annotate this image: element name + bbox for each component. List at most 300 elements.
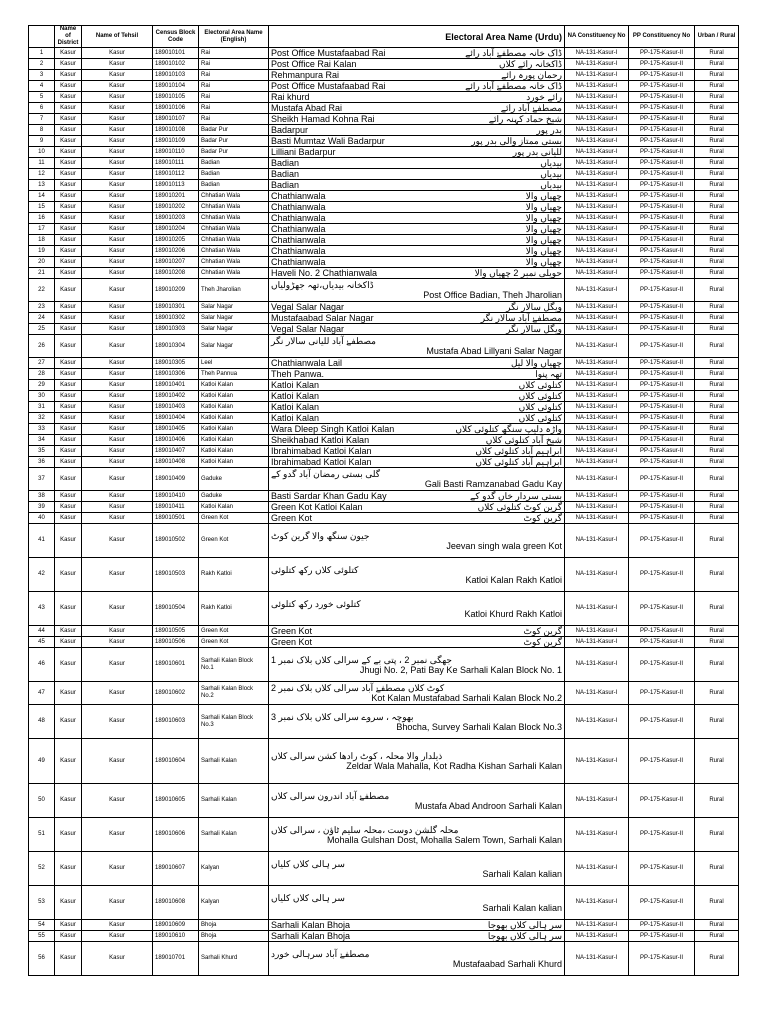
census-code-cell: 189010402 — [153, 391, 199, 402]
tehsil-cell: Kasur — [82, 246, 153, 257]
census-code-cell: 189010207 — [153, 257, 199, 268]
english-name-cell: Badar Pur — [199, 136, 269, 147]
census-code-cell: 189010403 — [153, 402, 199, 413]
area-name-line — [271, 125, 562, 135]
urdu-name-cell — [269, 324, 565, 335]
census-code-cell: 189010102 — [153, 59, 199, 70]
english-name-cell: Sarhali Kalan Block No.3 — [199, 705, 269, 739]
area-name-urdu: بدر پور — [536, 125, 562, 135]
tehsil-cell: Kasur — [82, 592, 153, 626]
area-name-roman: Green Kot — [271, 626, 313, 636]
tehsil-cell: Kasur — [82, 682, 153, 705]
urban-rural-cell: Rural — [695, 739, 739, 784]
urdu-name-cell — [269, 457, 565, 468]
table-row — [29, 648, 739, 682]
pp-constituency-cell: PP-175-Kasur-II — [629, 335, 695, 358]
area-name-urdu: مصطفےٰ آباد سرہالی خورد — [271, 948, 370, 959]
area-name-roman: Mohalla Gulshan Dost, Mohalla Salem Town, Sarhali Kalan — [327, 834, 562, 845]
census-code-cell: 189010305 — [153, 358, 199, 369]
table-row — [29, 558, 739, 592]
tehsil-cell: Kasur — [82, 136, 153, 147]
table-row — [29, 446, 739, 457]
census-code-cell: 189010202 — [153, 202, 199, 213]
row-number: 20 — [29, 257, 55, 268]
tehsil-cell: Kasur — [82, 886, 153, 920]
area-name-roman: Sarhali Kalan kalian — [482, 868, 562, 879]
table-row — [29, 81, 739, 92]
census-code-cell: 189010701 — [153, 942, 199, 976]
na-constituency-cell: NA-131-Kasur-I — [565, 491, 629, 502]
na-constituency-cell: NA-131-Kasur-I — [565, 48, 629, 59]
area-name-urdu: محلہ گلشن دوست ،محلہ سلیم ٹاؤن ، سرالی کلاں — [271, 824, 459, 835]
census-code-cell: 189010504 — [153, 592, 199, 626]
urban-rural-cell: Rural — [695, 335, 739, 358]
area-name-urdu: شیخ حماد کہنہ رائے — [488, 114, 562, 124]
district-cell: Kasur — [55, 558, 82, 592]
area-name-roman: Basti Mumtaz Wali Badarpur — [271, 136, 385, 146]
area-name-roman: Rehmanpura Rai — [271, 70, 340, 80]
urban-rural-cell: Rural — [695, 235, 739, 246]
english-name-cell: Katloi Kalan — [199, 446, 269, 457]
table-row — [29, 435, 739, 446]
census-code-cell: 189010607 — [153, 852, 199, 886]
area-name-line — [271, 358, 562, 368]
area-name-urdu: بیدیاں — [540, 169, 562, 179]
district-cell: Kasur — [55, 818, 82, 852]
urban-rural-cell: Rural — [695, 279, 739, 302]
tehsil-cell: Kasur — [82, 446, 153, 457]
table-row — [29, 358, 739, 369]
district-cell: Kasur — [55, 158, 82, 169]
urban-rural-cell: Rural — [695, 302, 739, 313]
tehsil-cell: Kasur — [82, 931, 153, 942]
header-row — [29, 26, 739, 48]
area-name-urdu: ویگل سالار نگر — [506, 302, 562, 312]
area-name-line — [271, 59, 562, 69]
na-constituency-cell: NA-131-Kasur-I — [565, 70, 629, 81]
tehsil-cell: Kasur — [82, 202, 153, 213]
urban-rural-cell: Rural — [695, 784, 739, 818]
urdu-name-cell — [269, 257, 565, 268]
tehsil-cell: Kasur — [82, 59, 153, 70]
row-number: 37 — [29, 468, 55, 491]
urban-rural-cell: Rural — [695, 457, 739, 468]
area-name-line — [271, 70, 562, 80]
urdu-name-cell — [269, 235, 565, 246]
district-cell: Kasur — [55, 457, 82, 468]
row-number: 24 — [29, 313, 55, 324]
row-number: 33 — [29, 424, 55, 435]
pp-constituency-cell: PP-175-Kasur-II — [629, 191, 695, 202]
urdu-name-cell — [269, 358, 565, 369]
table-row — [29, 468, 739, 491]
census-code-cell: 189010110 — [153, 147, 199, 158]
area-name-line — [271, 369, 562, 379]
area-name-line — [271, 213, 562, 223]
table-row — [29, 413, 739, 424]
table-row — [29, 191, 739, 202]
table-row — [29, 380, 739, 391]
area-name-line — [271, 637, 562, 647]
area-name-roman: Sheikhabad Katloi Kalan — [271, 435, 370, 445]
english-name-cell: Sarhali Kalan — [199, 818, 269, 852]
area-name-roman: Mustafa Abad Rai — [271, 103, 343, 113]
area-name-line — [271, 81, 562, 91]
na-constituency-cell: NA-131-Kasur-I — [565, 136, 629, 147]
district-cell: Kasur — [55, 446, 82, 457]
na-constituency-cell: NA-131-Kasur-I — [565, 626, 629, 637]
urdu-name-cell — [269, 626, 565, 637]
pp-constituency-cell: PP-175-Kasur-II — [629, 931, 695, 942]
area-name-roman: Mustafa Abad Lillyani Salar Nagar — [426, 346, 562, 356]
pp-constituency-cell: PP-175-Kasur-II — [629, 313, 695, 324]
na-constituency-cell: NA-131-Kasur-I — [565, 446, 629, 457]
area-name-line — [271, 380, 562, 390]
pp-constituency-cell: PP-175-Kasur-II — [629, 502, 695, 513]
na-constituency-cell: NA-131-Kasur-I — [565, 931, 629, 942]
pp-constituency-cell: PP-175-Kasur-II — [629, 125, 695, 136]
row-number: 17 — [29, 224, 55, 235]
pp-constituency-cell: PP-175-Kasur-II — [629, 468, 695, 491]
area-name-roman: Ibrahimabad Katloi Kalan — [271, 446, 372, 456]
area-name-line — [271, 92, 562, 102]
area-name-roman: Badian — [271, 169, 300, 179]
district-cell: Kasur — [55, 81, 82, 92]
urban-rural-cell: Rural — [695, 513, 739, 524]
table-row — [29, 125, 739, 136]
pp-constituency-cell: PP-175-Kasur-II — [629, 59, 695, 70]
area-name-roman: Green Kot — [271, 637, 313, 647]
english-name-cell: Rai — [199, 114, 269, 125]
tehsil-cell: Kasur — [82, 818, 153, 852]
area-name-roman: Theh Panwa. — [271, 369, 325, 379]
area-name-roman: Katloi Kalan — [271, 391, 320, 401]
urdu-name-cell — [269, 302, 565, 313]
table-row — [29, 202, 739, 213]
electoral-area-table — [28, 25, 739, 976]
row-number: 49 — [29, 739, 55, 784]
urban-rural-cell: Rural — [695, 682, 739, 705]
urban-rural-cell: Rural — [695, 213, 739, 224]
pp-constituency-cell: PP-175-Kasur-II — [629, 257, 695, 268]
district-cell: Kasur — [55, 136, 82, 147]
census-code-cell: 189010501 — [153, 513, 199, 524]
urban-rural-cell: Rural — [695, 424, 739, 435]
urban-rural-cell: Rural — [695, 380, 739, 391]
area-name-roman: Katloi Kalan — [271, 380, 320, 390]
district-cell: Kasur — [55, 169, 82, 180]
district-cell: Kasur — [55, 202, 82, 213]
na-constituency-cell: NA-131-Kasur-I — [565, 92, 629, 103]
pp-constituency-cell: PP-175-Kasur-II — [629, 380, 695, 391]
district-cell: Kasur — [55, 402, 82, 413]
english-name-cell: Salar Nagar — [199, 324, 269, 335]
tehsil-cell: Kasur — [82, 268, 153, 279]
district-cell: Kasur — [55, 413, 82, 424]
urdu-name-cell — [269, 279, 565, 302]
row-number: 40 — [29, 513, 55, 524]
tehsil-cell: Kasur — [82, 468, 153, 491]
census-code-cell: 189010113 — [153, 180, 199, 191]
tehsil-cell: Kasur — [82, 380, 153, 391]
english-name-cell: Green Kot — [199, 513, 269, 524]
urdu-name-cell — [269, 592, 565, 626]
row-number: 51 — [29, 818, 55, 852]
tehsil-cell: Kasur — [82, 920, 153, 931]
header-english-name: Electoral Area Name (English) — [199, 26, 269, 48]
table-row — [29, 268, 739, 279]
row-number: 10 — [29, 147, 55, 158]
urdu-name-cell — [269, 81, 565, 92]
area-name-roman: Katloi Kalan — [271, 413, 320, 423]
urban-rural-cell: Rural — [695, 158, 739, 169]
area-name-roman: Katloi Kalan Rakh Katloi — [465, 574, 562, 585]
na-constituency-cell: NA-131-Kasur-I — [565, 592, 629, 626]
pp-constituency-cell: PP-175-Kasur-II — [629, 818, 695, 852]
row-number: 13 — [29, 180, 55, 191]
census-code-cell: 189010502 — [153, 524, 199, 558]
na-constituency-cell: NA-131-Kasur-I — [565, 369, 629, 380]
area-name-line — [271, 324, 562, 334]
row-number: 52 — [29, 852, 55, 886]
census-code-cell: 189010506 — [153, 637, 199, 648]
area-name-urdu: ویگل سالار نگر — [506, 324, 562, 334]
area-name-urdu: گرین کوٹ — [523, 626, 562, 636]
table-row — [29, 739, 739, 784]
urdu-name-cell — [269, 147, 565, 158]
district-cell: Kasur — [55, 920, 82, 931]
tehsil-cell: Kasur — [82, 92, 153, 103]
pp-constituency-cell: PP-175-Kasur-II — [629, 169, 695, 180]
row-number: 34 — [29, 435, 55, 446]
area-name-roman: Chathianwala — [271, 246, 326, 256]
row-number: 6 — [29, 103, 55, 114]
district-cell: Kasur — [55, 103, 82, 114]
english-name-cell: Chhatian Wala — [199, 202, 269, 213]
urdu-name-cell — [269, 313, 565, 324]
na-constituency-cell: NA-131-Kasur-I — [565, 180, 629, 191]
area-name-roman: Sarhali Kalan Bhoja — [271, 931, 351, 941]
english-name-cell: Chhatian Wala — [199, 191, 269, 202]
tehsil-cell: Kasur — [82, 424, 153, 435]
tehsil-cell: Kasur — [82, 324, 153, 335]
urban-rural-cell: Rural — [695, 48, 739, 59]
pp-constituency-cell: PP-175-Kasur-II — [629, 70, 695, 81]
area-name-urdu: گرین کوٹ — [523, 513, 562, 523]
urban-rural-cell: Rural — [695, 558, 739, 592]
na-constituency-cell: NA-131-Kasur-I — [565, 191, 629, 202]
district-cell: Kasur — [55, 524, 82, 558]
area-name-urdu: کتلوئی کلاں — [518, 391, 562, 401]
area-name-urdu: جیون سنگھ والا گرین کوٹ — [271, 530, 370, 541]
area-name-roman: Post Office Mustafaabad Rai — [271, 81, 386, 91]
census-code-cell: 189010409 — [153, 468, 199, 491]
district-cell: Kasur — [55, 513, 82, 524]
na-constituency-cell: NA-131-Kasur-I — [565, 402, 629, 413]
area-name-line — [271, 136, 562, 146]
urdu-name-cell — [269, 682, 565, 705]
urban-rural-cell: Rural — [695, 491, 739, 502]
urdu-name-cell — [269, 246, 565, 257]
urdu-name-cell — [269, 942, 565, 976]
district-cell: Kasur — [55, 358, 82, 369]
district-cell: Kasur — [55, 324, 82, 335]
table-row — [29, 491, 739, 502]
census-code-cell: 189010302 — [153, 313, 199, 324]
english-name-cell: Bhoja — [199, 920, 269, 931]
urban-rural-cell: Rural — [695, 180, 739, 191]
area-name-roman: Jhugi No. 2, Pati Bay Ke Sarhali Kalan Block No. 1 — [359, 664, 562, 675]
row-number: 45 — [29, 637, 55, 648]
table-row — [29, 147, 739, 158]
na-constituency-cell: NA-131-Kasur-I — [565, 457, 629, 468]
tehsil-cell: Kasur — [82, 626, 153, 637]
district-cell: Kasur — [55, 224, 82, 235]
table-row — [29, 705, 739, 739]
tehsil-cell: Kasur — [82, 103, 153, 114]
header-pp: PP Constituency No — [629, 26, 695, 48]
area-name-urdu: ابراہیم آباد کتلوئی کلاں — [475, 446, 562, 456]
area-name-line — [271, 103, 562, 113]
tehsil-cell: Kasur — [82, 637, 153, 648]
tehsil-cell: Kasur — [82, 435, 153, 446]
table-row — [29, 246, 739, 257]
area-name-line — [271, 302, 562, 312]
english-name-cell: Badian — [199, 169, 269, 180]
na-constituency-cell: NA-131-Kasur-I — [565, 391, 629, 402]
urban-rural-cell: Rural — [695, 224, 739, 235]
tehsil-cell: Kasur — [82, 313, 153, 324]
pp-constituency-cell: PP-175-Kasur-II — [629, 92, 695, 103]
census-code-cell: 189010205 — [153, 235, 199, 246]
urdu-name-cell — [269, 335, 565, 358]
table-row — [29, 682, 739, 705]
census-code-cell: 189010606 — [153, 818, 199, 852]
district-cell: Kasur — [55, 369, 82, 380]
table-row — [29, 886, 739, 920]
area-name-roman: Kot Kalan Mustafabad Sarhali Kalan Block No.2 — [371, 693, 562, 703]
na-constituency-cell: NA-131-Kasur-I — [565, 524, 629, 558]
urban-rural-cell: Rural — [695, 886, 739, 920]
urban-rural-cell: Rural — [695, 103, 739, 114]
area-name-urdu: کتلوئی خورد رکھ کتلوئی — [271, 598, 361, 609]
area-name-line — [271, 158, 562, 168]
row-number: 35 — [29, 446, 55, 457]
tehsil-cell: Kasur — [82, 739, 153, 784]
census-code-cell: 189010206 — [153, 246, 199, 257]
district-cell: Kasur — [55, 682, 82, 705]
area-name-line — [271, 391, 562, 401]
pp-constituency-cell: PP-175-Kasur-II — [629, 369, 695, 380]
row-number: 44 — [29, 626, 55, 637]
area-name-line — [271, 224, 562, 234]
area-name-line — [271, 457, 562, 467]
district-cell: Kasur — [55, 942, 82, 976]
urban-rural-cell: Rural — [695, 268, 739, 279]
area-name-roman: Chathianwala — [271, 257, 326, 267]
english-name-cell: Badian — [199, 180, 269, 191]
table-row — [29, 524, 739, 558]
urban-rural-cell: Rural — [695, 369, 739, 380]
row-number: 8 — [29, 125, 55, 136]
english-name-cell: Katloi Kalan — [199, 413, 269, 424]
na-constituency-cell: NA-131-Kasur-I — [565, 942, 629, 976]
urdu-name-cell — [269, 213, 565, 224]
census-code-cell: 189010604 — [153, 739, 199, 784]
urdu-name-cell — [269, 413, 565, 424]
table-row — [29, 626, 739, 637]
urdu-name-cell — [269, 402, 565, 413]
urdu-name-cell — [269, 202, 565, 213]
pp-constituency-cell: PP-175-Kasur-II — [629, 103, 695, 114]
table-row — [29, 92, 739, 103]
tehsil-cell: Kasur — [82, 648, 153, 682]
district-cell: Kasur — [55, 424, 82, 435]
census-code-cell: 189010112 — [153, 169, 199, 180]
census-code-cell: 189010407 — [153, 446, 199, 457]
area-name-line — [271, 246, 562, 256]
english-name-cell: Gaduke — [199, 468, 269, 491]
tehsil-cell: Kasur — [82, 457, 153, 468]
table-body — [29, 48, 739, 976]
row-number: 16 — [29, 213, 55, 224]
area-name-line — [271, 491, 562, 501]
english-name-cell: Rai — [199, 92, 269, 103]
area-name-urdu: ڈاکخانہ رائے کلاں — [498, 59, 562, 69]
census-code-cell: 189010203 — [153, 213, 199, 224]
pp-constituency-cell: PP-175-Kasur-II — [629, 435, 695, 446]
row-number: 1 — [29, 48, 55, 59]
urban-rural-cell: Rural — [695, 125, 739, 136]
census-code-cell: 189010306 — [153, 369, 199, 380]
area-name-line — [271, 920, 562, 930]
area-name-roman: Jeevan singh wala green Kot — [446, 540, 562, 551]
row-number: 30 — [29, 391, 55, 402]
pp-constituency-cell: PP-175-Kasur-II — [629, 279, 695, 302]
english-name-cell: Rakh Katloi — [199, 558, 269, 592]
urdu-name-cell — [269, 637, 565, 648]
area-name-urdu: بیدیاں — [540, 180, 562, 190]
na-constituency-cell: NA-131-Kasur-I — [565, 213, 629, 224]
urban-rural-cell: Rural — [695, 592, 739, 626]
area-name-roman: Vegal Salar Nagar — [271, 324, 345, 334]
urban-rural-cell: Rural — [695, 358, 739, 369]
census-code-cell: 189010301 — [153, 302, 199, 313]
na-constituency-cell: NA-131-Kasur-I — [565, 169, 629, 180]
urban-rural-cell: Rural — [695, 637, 739, 648]
pp-constituency-cell: PP-175-Kasur-II — [629, 739, 695, 784]
census-code-cell: 189010405 — [153, 424, 199, 435]
row-number: 4 — [29, 81, 55, 92]
pp-constituency-cell: PP-175-Kasur-II — [629, 391, 695, 402]
na-constituency-cell: NA-131-Kasur-I — [565, 81, 629, 92]
english-name-cell: Sarhali Khurd — [199, 942, 269, 976]
table-row — [29, 257, 739, 268]
english-name-cell: Theh Pannua — [199, 369, 269, 380]
english-name-cell: Chhatian Wala — [199, 268, 269, 279]
urdu-name-cell — [269, 491, 565, 502]
na-constituency-cell: NA-131-Kasur-I — [565, 435, 629, 446]
urdu-name-cell — [269, 224, 565, 235]
area-name-roman: Rai khurd — [271, 92, 310, 102]
table-row — [29, 457, 739, 468]
area-name-line — [271, 169, 562, 179]
district-cell: Kasur — [55, 235, 82, 246]
area-name-urdu: حویلی نمبر 2 چھیاں والا — [474, 268, 562, 278]
urdu-name-cell — [269, 48, 565, 59]
pp-constituency-cell: PP-175-Kasur-II — [629, 457, 695, 468]
area-name-urdu: ڈاکخانہ بیدیاں،تھہ جھڑولیاں — [271, 280, 374, 290]
